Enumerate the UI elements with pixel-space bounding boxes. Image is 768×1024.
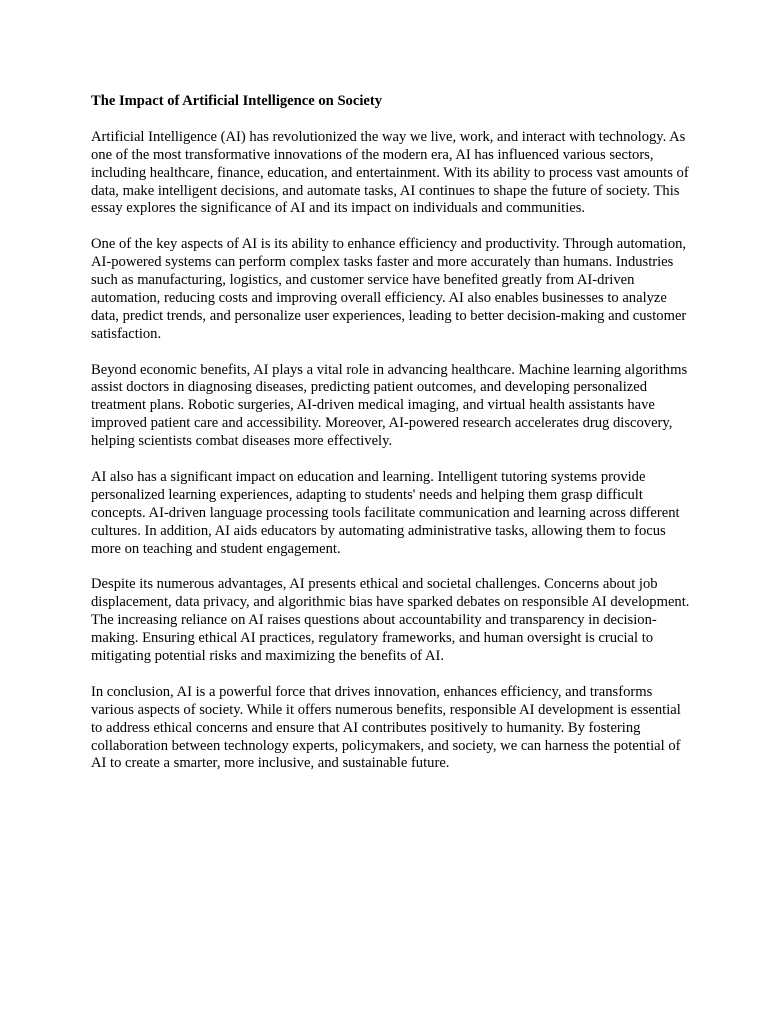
paragraph-education: AI also has a significant impact on education and learning. Intelligent tutoring systems provide personalized learning experiences, adapting to students' needs and helping them grasp difficult concepts. AI-driven language processing tools facilitate communication and learning across different cultures. In addition, AI aids educators by automating administrative tasks, allowing them to focus more on teaching and student engagement. bbox=[91, 468, 680, 557]
document-title: The Impact of Artificial Intelligence on Society bbox=[91, 93, 383, 109]
paragraph-challenges: Despite its numerous advantages, AI presents ethical and societal challenges. Concerns about job displacement, data privacy, and algorithmic bias have sparked debates on responsible AI development. The increasing reliance on AI raises questions about accountability and transparency in decision-making. Ensuring ethical AI practices, regulatory frameworks, and human oversight is crucial to mitigating potential risks and maximizing the benefits of AI. bbox=[91, 576, 690, 665]
paragraph-efficiency: One of the key aspects of AI is its ability to enhance efficiency and productivity. Through automation, AI-powered systems can perform complex tasks faster and more accurately than humans. Industries such as manufacturing, logistics, and customer service have benefited greatly from AI-driven automation, reducing costs and improving overall efficiency. AI also enables businesses to analyze data, predict trends, and personalize user experiences, leading to better decision-making and customer satisfaction. bbox=[91, 236, 687, 342]
paragraph-conclusion: In conclusion, AI is a powerful force that drives innovation, enhances efficiency, and transforms various aspects of society. While it offers numerous benefits, responsible AI development is essential to address ethical concerns and ensure that AI contributes positively to humanity. By fostering collaboration between technology experts, policymakers, and society, we can harness the potential of AI to create a smarter, more inclusive, and sustainable future. bbox=[91, 683, 681, 772]
document-body bbox=[91, 93, 691, 791]
paragraph-healthcare: Beyond economic benefits, AI plays a vital role in advancing healthcare. Machine learning algorithms assist doctors in diagnosing diseases, predicting patient outcomes, and developing personalized treatment plans. Robotic surgeries, AI-driven medical imaging, and virtual health assistants have improved patient care and accessibility. Moreover, AI-powered research accelerates drug discovery, helping scientists combat diseases more effectively. bbox=[91, 361, 688, 450]
paragraph-introduction: Artificial Intelligence (AI) has revolutionized the way we live, work, and interact with technology. As one of the most transformative innovations of the modern era, AI has influenced various sectors, including healthcare, finance, education, and entertainment. With its ability to process vast amounts of data, make intelligent decisions, and automate tasks, AI continues to shape the future of society. This essay explores the significance of AI and its impact on individuals and communities. bbox=[91, 128, 689, 217]
